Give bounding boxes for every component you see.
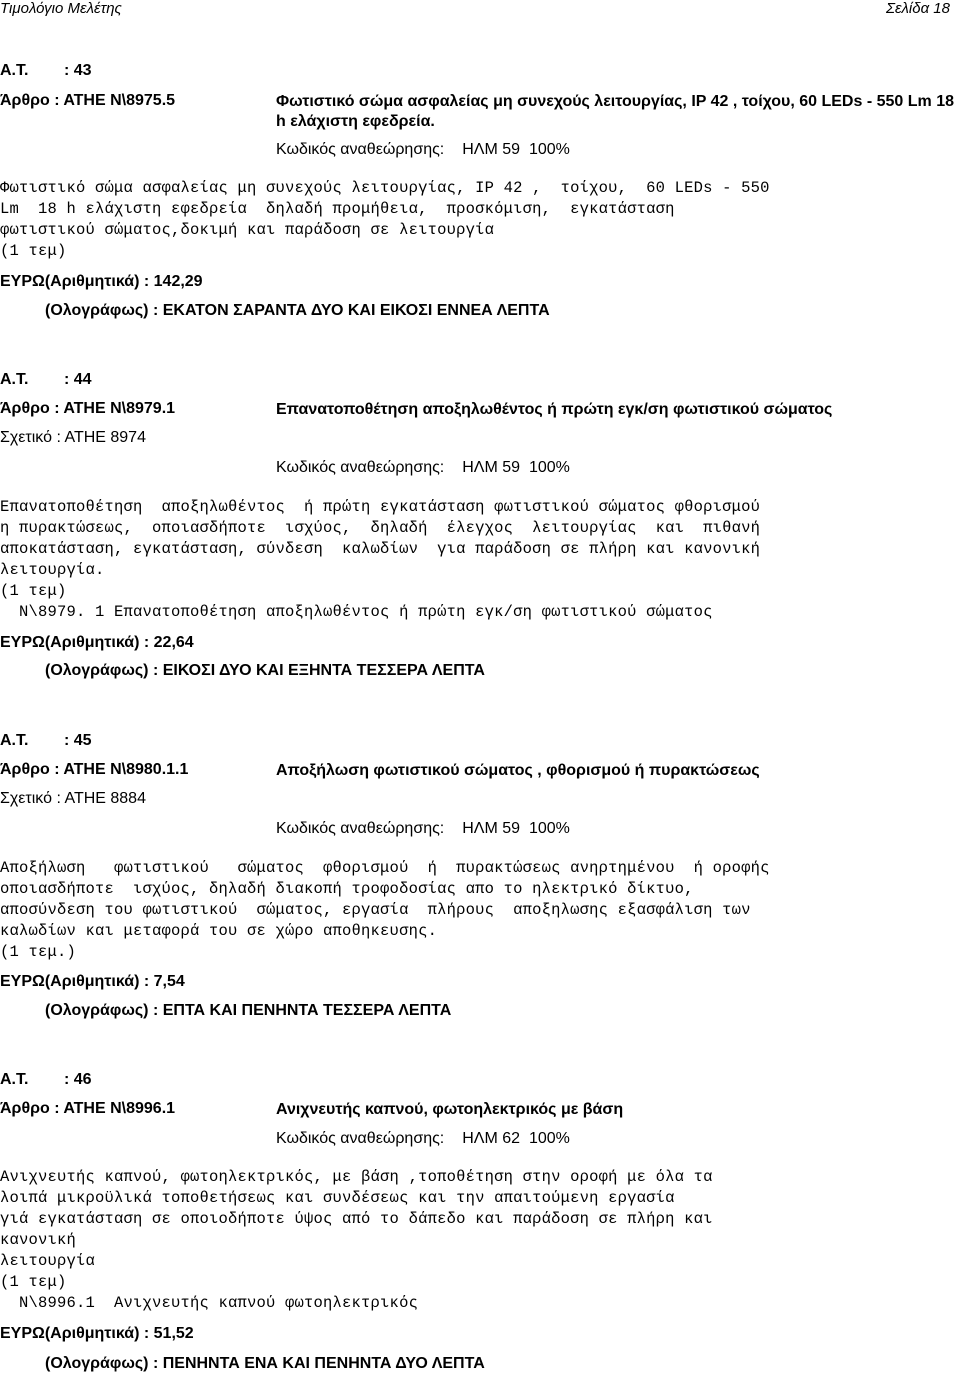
revision-code-row: Κωδικός αναθεώρησης: ΗΛΜ 62 100% [276, 1130, 570, 1147]
revision-code-row: Κωδικός αναθεώρησης: ΗΛΜ 59 100% [276, 820, 570, 837]
related-row: Σχετικό : ΑΤΗΕ 8884 [0, 790, 146, 807]
item-description: Ανιχνευτής καπνού, φωτοηλεκτρικός, με βάση ,τοποθέτηση στην οροφή με όλα τα λοιπά μικροϋλικά τοποθετήσεως και συνδέσεως και την απαιτούμενη εργασία γιά εγκατάσταση σε οποιοδήποτε ύψος από το δάπεδο και παράδοση σε πλήρη και κανονική λειτουργία (1 τεμ) N\8996.1 Ανιχνευτής καπνού φωτοηλεκτρικός [0, 1168, 713, 1312]
at-label: Α.Τ. [0, 371, 29, 388]
item-title: Αποξήλωση φωτιστικού σώματος , φθορισμού ή πυρακτώσεως [276, 762, 760, 779]
revision-code-row: Κωδικός αναθεώρησης: ΗΛΜ 59 100% [276, 141, 570, 158]
at-label: Α.Τ. [0, 62, 29, 79]
price-words-row: (Ολογράφως) : ΕΙΚΟΣΙ ΔΥΟ ΚΑΙ ΕΞΗΝΤΑ ΤΕΣΣΕΡΑ ΛΕΠΤΑ [45, 662, 485, 679]
item-title: Επανατοποθέτηση αποξηλωθέντος ή πρώτη εγκ/ση φωτιστικού σώματος [276, 401, 833, 418]
item-number: : 44 [64, 371, 92, 388]
article-row: Άρθρο : ΑΤΗΕ Ν\8980.1.1 [0, 761, 189, 778]
price-words-row: (Ολογράφως) : ΕΚΑΤΟΝ ΣΑΡΑΝΤΑ ΔΥΟ ΚΑΙ ΕΙΚΟΣΙ ΕΝΝΕΑ ΛΕΠΤΑ [45, 302, 550, 319]
price-numeric-row: ΕΥΡΩ(Αριθμητικά) : 7,54 [0, 973, 185, 990]
item-number: : 46 [64, 1071, 92, 1088]
price-words-row: (Ολογράφως) : ΠΕΝΗΝΤΑ ΕΝΑ ΚΑΙ ΠΕΝΗΝΤΑ ΔΥΟ ΛΕΠΤΑ [45, 1355, 485, 1372]
article-row: Άρθρο : ΑΤΗΕ Ν\8979.1 [0, 400, 176, 417]
item-description: Επανατοποθέτηση αποξηλωθέντος ή πρώτη εγκατάσταση φωτιστικού σώματος φθορισμού η πυρακτώσεως, οποιασδήποτε ισχύος, δηλαδή έλεγχος λειτουργίας και πιθανή αποκατάσταση, εγκατάσταση, σύνδεση καλωδίων για παράδοση σε πλήρη και κανονική λειτουργία. (1 τεμ) N\8979. 1 Επανατοποθέτηση αποξηλωθέντος ή πρώτη εγκ/ση φωτιστικού σώματος [0, 498, 761, 621]
price-numeric-row: ΕΥΡΩ(Αριθμητικά) : 22,64 [0, 634, 194, 651]
item-description: Αποξήλωση φωτιστικού σώματος φθορισμού ή πυρακτώσεως ανηρτημένου ή οροφής οποιασδήποτε ισχύος, δηλαδή διακοπή τροφοδοσίας απο το ηλεκτρικό δίκτυο, αποσύνδεση του φωτιστικού σώματος, εργασία πλήρους αποξηλωσης εξασφάλιση των καλωδίων και μεταφορά του σε χώρο αποθηκευσης. (1 τεμ.) [0, 859, 770, 961]
related-row: Σχετικό : ΑΤΗΕ 8974 [0, 429, 146, 446]
price-numeric-row: ΕΥΡΩ(Αριθμητικά) : 51,52 [0, 1325, 194, 1342]
item-number: : 43 [64, 62, 92, 79]
at-label: Α.Τ. [0, 732, 29, 749]
item-description: Φωτιστικό σώμα ασφαλείας μη συνεχούς λειτουργίας, IP 42 , τοίχου, 60 LEDs - 550 Lm 18 h ελάχιστη εφεδρεία δηλαδή προμήθεια, προσκόμιση, εγκατάσταση φωτιστικού σώματος,δοκιμή και παράδοση σε λειτουργία (1 τεμ) [0, 179, 770, 260]
article-row: Άρθρο : ΑΤΗΕ Ν\8996.1 [0, 1100, 176, 1117]
price-words-row: (Ολογράφως) : ΕΠΤΑ ΚΑΙ ΠΕΝΗΝΤΑ ΤΕΣΣΕΡΑ ΛΕΠΤΑ [45, 1002, 452, 1019]
item-title: Ανιχνευτής καπνού, φωτοηλεκτρικός με βάση [276, 1101, 624, 1118]
price-numeric-row: ΕΥΡΩ(Αριθμητικά) : 142,29 [0, 273, 203, 290]
revision-code-row: Κωδικός αναθεώρησης: ΗΛΜ 59 100% [276, 459, 570, 476]
item-number: : 45 [64, 732, 92, 749]
article-row: Άρθρο : ΑΤΗΕ Ν\8975.5 [0, 92, 176, 109]
page-header-left: Τιμολόγιο Μελέτης [0, 0, 122, 17]
at-label: Α.Τ. [0, 1071, 29, 1088]
page-number: Σελίδα 18 [885, 0, 950, 17]
item-title: Φωτιστικό σώμα ασφαλείας μη συνεχούς λειτουργίας, IP 42 , τοίχου, 60 LEDs - 550 Lm 18 h ελάχιστη εφεδρεία. [276, 93, 954, 130]
